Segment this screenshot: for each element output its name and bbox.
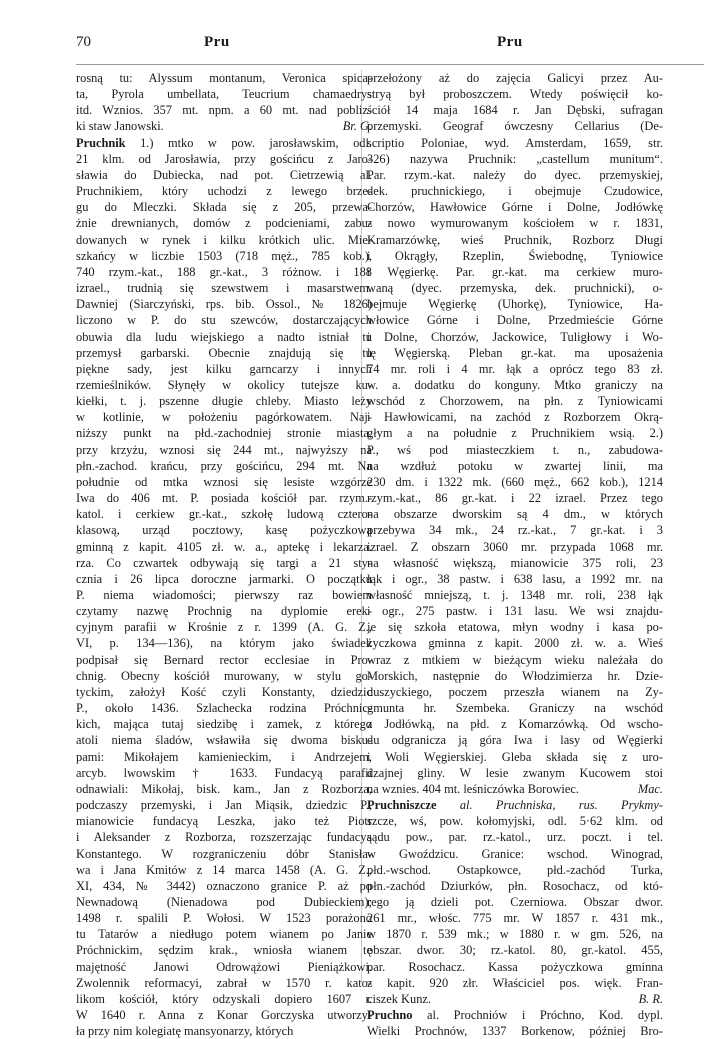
text-line: w Gwoździcu. Granice: wschod. Winograd, <box>367 846 663 861</box>
headword-pruchno: Pruchno <box>367 1008 413 1023</box>
text-line: przełożony aż do zajęcia Galicyi przez Au- <box>367 71 663 85</box>
text-line: przemysł garbarski. Obecnie znajdują się tu <box>76 345 372 360</box>
text-line: stryą był proboszczem. Wtedy poświęcił ko- <box>367 87 663 102</box>
text-line: wa i Jana Kmitów z 14 marca 1458 (A. G. Z., <box>76 862 372 877</box>
headword-pruchniszcze: Pruchniszcze <box>367 798 437 813</box>
author-signature: B. R. <box>638 991 663 1006</box>
text-line: niższy punkt na płd.-zachodniej stronie miasta, <box>76 426 372 441</box>
text-line: łąk i ogr., 38 pastw. i 638 lasu, a 1992 mr. na <box>367 571 663 586</box>
entry-first-line <box>76 135 372 151</box>
entry-first-line <box>367 1007 663 1023</box>
text-line: szcze, wś, pow. kołomyjski, odl. 5·62 klm. od <box>367 814 663 829</box>
text-line: przy krzyżu, wznosi się 244 mt., najwyższy na <box>76 442 372 457</box>
text-line: Próchnickim, sędzim krak., wniosła wianem tę <box>76 943 372 958</box>
text-line: i Dolne, Chorzów, Jackowice, Tuligłowy i Wo- <box>367 329 663 344</box>
text-line: cznia i 26 lipca doroczne jarmarki. O początku <box>76 571 372 586</box>
headword-pruchnik: Pruchnik <box>76 135 126 150</box>
text-fragment: ciszek Kunz. <box>367 991 431 1006</box>
page-number: 70 <box>76 34 91 50</box>
text-fragment: al. Prochniów i Próchno, Kod. dypl. <box>427 1008 663 1023</box>
text-line: i Aleksander z Rozborza, rozszerzając fundacyą <box>76 830 372 845</box>
text-line: du odgranicza ją góra Iwa i lasy od Węgierki <box>367 733 663 748</box>
text-line: dowanych w rynek i kilku krótkich ulic. Mie- <box>76 232 372 247</box>
text-line: czytamy nazwę Prochnig na dyplomie erek- <box>76 604 372 619</box>
text-line: katol. i cerkiew gr.-kat., szkołę ludową cztero- <box>76 507 372 522</box>
text-line: lę Węgierską. Pleban gr.-kat. ma uposażenia <box>367 345 663 360</box>
text-line: duszyckiego, poczem przeszła wianem na Zy- <box>367 684 663 699</box>
text-line: piękne sady, jest kilku garncarzy i innych <box>76 361 372 376</box>
text-line: Kramarzówkę, wieś Pruchnik, Rozborz Długi <box>367 232 663 247</box>
text-line: włowice Górne i Dolne, Przedmieście Górne <box>367 313 663 328</box>
text-line: izrael., trudnią się szewstwem i masarstwem. <box>76 281 372 296</box>
header-rule <box>76 64 704 65</box>
text-line: w. a. dodatku do konguny. Mtko graniczy na <box>367 377 663 392</box>
text-line: izrael. Z obszarn 3060 mr. przypada 1068 mr. <box>367 539 663 554</box>
text-line: z kapit. 920 złr. Właściciel pos. więk. Fran- <box>367 975 663 990</box>
text-line: chnig. Obecny kościół murowany, w stylu go- <box>76 668 372 683</box>
text-line: ściół 14 maja 1684 r. Jan Dębski, sufragan <box>367 103 663 118</box>
text-fragment: al. Pruchniska, rus. Prykmy- <box>459 798 663 813</box>
text-line: P., wś pod miasteczkiem t. n., zabudowa- <box>367 442 663 457</box>
text-line: płd.-wschod. Ostapkowce, płd.-zachód Turka, <box>367 862 663 877</box>
text-line: przemyski. Geograf ówczesny Cellarius (De- <box>367 119 663 134</box>
text-line <box>367 991 663 1007</box>
text-line: mianowicie fundacyą Leszka, jako też Piotr <box>76 814 372 829</box>
text-line: własność mniejszą, t. j. 1348 mr. roli, 238 łąk <box>367 588 663 602</box>
text-line: 74 mr. roli i 4 mr. łąk a oprócz tego 83 zł. <box>367 361 663 376</box>
text-line: Chorzów, Hawłowice Górne i Dolne, Jodłówkę <box>367 200 663 215</box>
text-line: płn.-zachód Dziurków, płn. Rosochacz, od któ- <box>367 878 663 893</box>
text-line: sądu pow., par. rz.-katol., urz. poczt. i tel. <box>367 830 663 845</box>
text-line: podczaszy przemyski, i Jan Miąsik, dziedzic P., <box>76 798 372 813</box>
text-line: w kotlinie, w położeniu pagórkowatem. Naj- <box>76 410 372 425</box>
running-head-left: Pru <box>204 34 230 50</box>
text-line: życzkowa gminna z kapit. 2000 zł. w. a. Wieś <box>367 636 663 651</box>
text-line: majętność Janowi Odrowążowi Pieniążkowi. <box>76 959 372 974</box>
text-line: Dawniej (Siarczyński, rps. bib. Ossol., № 1826) <box>76 297 372 312</box>
text-line: P., około 1436. Szlachecka rodzina Próchnic- <box>76 701 372 716</box>
text-line <box>367 781 663 797</box>
author-signature: Br. G. <box>342 119 372 134</box>
text-line <box>76 118 372 134</box>
text-line: wraz z mtkiem w bieżącym wieku należała do <box>367 652 663 667</box>
text-line: je się szkoła etatowa, młyn wodny i kasa po- <box>367 620 663 635</box>
text-line: na obszarze dworskim są 4 dm., w których <box>367 507 663 522</box>
text-line: podpisał się Bernard rector ecclesiae in Pro- <box>76 652 372 667</box>
text-line: przebywa 34 mk., 24 rz.-kat., 7 gr.-kat. i 3 <box>367 523 663 538</box>
text-line: itd. Wznios. 357 mt. npm. a 60 mt. nad pobliz- <box>76 103 372 118</box>
text-line: ta, Pyrola umbellata, Teucrium chamaedrys <box>76 87 372 102</box>
text-line: tu Tatarów a niedługo potem wianem po Janie <box>76 927 372 942</box>
text-fragment: ki staw Janowski. <box>76 119 164 134</box>
text-line: VI, p. 134—136), na którym jako świadek <box>76 636 372 651</box>
text-line: Newnadową (Nienadowa pod Dubieckiem); <box>76 894 372 909</box>
text-line: pami: Mikołajem kamienieckim, i Andrzejem, <box>76 749 372 764</box>
text-line: Zwolennik reformacyi, zabrał w 1570 r. kato- <box>76 975 372 990</box>
text-line: 740 rzym.-kat., 188 gr.-kat., 3 różnow. i 188 <box>76 264 372 279</box>
text-line: na wzdłuż potoku w zwartej linii, ma <box>367 458 663 473</box>
text-line: 326) nazywa Pruchnik: „castellum munitum“. <box>367 151 663 166</box>
text-line: południe od mtka wznosi się lesiste wzgórze <box>76 474 372 489</box>
text-line: 21 klm. od Jarosławia, przy gościńcu z Jaro- <box>76 151 372 166</box>
text-line: i Okrągły, Rzeplin, Świebodnę, Tyniowice <box>367 248 663 263</box>
author-signature: Mac. <box>637 781 663 796</box>
text-line: kiełki, t. j. pszenne długie chleby. Miasto leży <box>76 394 372 409</box>
text-line: płn.-zachod. krańcu, przy gościńcu, 294 mt. Na <box>76 458 372 473</box>
text-line: i ogr., 275 pastw. i 131 lasu. We wsi znajdu- <box>367 604 663 619</box>
text-line: odnawiali: Mikołaj, bisk. kam., Jan z Rozborza, <box>76 781 372 796</box>
text-line: P. niema wiadomości; pierwszy raz bowiem <box>76 588 372 602</box>
text-line: arcyb. lwowskim † 1633. Fundacyą parafii <box>76 765 372 780</box>
page-header <box>0 28 720 58</box>
text-line: i Hawłowicami, na zachód z Rozborzem Okrą- <box>367 410 663 425</box>
text-line: cyjnym parafii w Krośnie z r. 1399 (A. G. Z., <box>76 620 372 635</box>
text-line: dzajnej gliny. W lesie zwanym Kucowem stoi <box>367 765 663 780</box>
text-line: bejmuje Węgierkę (Uhorkę), Tyniowice, Ha- <box>367 297 663 312</box>
text-line: waną (dyec. przemyska, dek. pruchnicki), o- <box>367 281 663 296</box>
text-line: Wielki Prochnów, 1337 Borkenow, później Bro- <box>367 1024 663 1039</box>
text-line: obszar. dwor. 30; rz.-katol. 80, gr.-katol. 455, <box>367 943 663 958</box>
text-line: tyckim, założył Kość czyli Konstanty, dziedzic <box>76 684 372 699</box>
text-line: obuwia dla ludu wiejskiego a nadto istniał tu <box>76 329 372 344</box>
text-line: W 1640 r. Anna z Konar Gorczyska utworzy- <box>76 1008 372 1023</box>
text-line: rego ją dzieli pot. Czerniowa. Obszar dwor. <box>367 894 663 909</box>
text-fragment: 1.) mtko w pow. jarosławskim, odl. <box>140 135 372 150</box>
text-line: rza. Co czwartek odbywają się targi a 21 sty- <box>76 555 372 570</box>
text-line: Par. rzym.-kat. należy do dyec. przemyskiej, <box>367 167 663 182</box>
text-line: gu do Mleczki. Składa się z 205, przewa- <box>76 200 372 215</box>
text-line: likom kościół, który odzyskali dopiero 1607 r. <box>76 991 372 1006</box>
text-line: klasową, urząd pocztowy, kasę pożyczkową <box>76 523 372 538</box>
text-line: głym a na południe z Pruchnikiem wsią. 2.) <box>367 426 663 441</box>
text-line: Morskich, następnie do Włodzimierza hr. Dzie- <box>367 668 663 683</box>
right-column <box>367 70 663 1039</box>
text-line: rzemieślników. Słynęły w okolicy tutejsze ku- <box>76 377 372 392</box>
text-line: i Węgierkę. Par. gr.-kat. ma cerkiew muro- <box>367 264 663 279</box>
text-line: XI, 434, № 3442) oznaczono granice P. aż po <box>76 878 372 893</box>
text-line: scriptio Poloniae, wyd. Amsterdam, 1659, str. <box>367 135 663 150</box>
text-line: 1498 r. spalili P. Wołosi. W 1523 porażono <box>76 911 372 926</box>
text-line: rzym.-kat., 86 gr.-kat. i 22 izrael. Przez tego <box>367 491 663 506</box>
text-line: atoli niema śladów, wsławiła się dwoma bisku- <box>76 733 372 748</box>
text-line: Iwa do 406 mt. P. posiada kościół par. rzym.- <box>76 491 372 506</box>
text-line: kich, mająca tutaj siedzibę i zamek, z którego <box>76 717 372 732</box>
text-line: sławia do Dubiecka, nad pot. Cietrzewią al. <box>76 167 372 182</box>
text-line: 230 dm. i 1322 mk. (660 męż., 662 kob.), 1214 <box>367 474 663 489</box>
text-line: wschód z Chorzowem, na płn. z Tyniowicami <box>367 394 663 409</box>
entry-first-line <box>367 797 663 813</box>
text-line: par. Rosochacz. Kassa pożyczkowa gminna <box>367 959 663 974</box>
text-line: na własność większą, mianowicie 375 roli, 23 <box>367 555 663 570</box>
text-line: w 1870 r. 539 mk.; w 1880 r. w gm. 526, na <box>367 927 663 942</box>
running-head-right: Pru <box>497 34 523 50</box>
text-line: z nowo wymurowanym kościołem w r. 1831, <box>367 216 663 231</box>
text-line: żnie drewnianych, domów z podcieniami, zabu- <box>76 216 372 231</box>
text-fragment: na wznies. 404 mt. leśniczówka Borowiec. <box>367 781 579 796</box>
text-line: liczono w P. do stu szewców, dostarczających <box>76 313 372 328</box>
text-line: gmunta hr. Szembeka. Graniczy na wschód <box>367 701 663 716</box>
text-line: ła przy nim kolegiatę mansyonarzy, których <box>76 1024 294 1039</box>
text-line: szkańcy w liczbie 1503 (718 męż., 785 kob.), <box>76 248 372 263</box>
text-line: 261 mr., włośc. 775 mr. W 1857 r. 431 mk., <box>367 911 663 926</box>
text-line: Konstantego. W rozgraniczeniu dóbr Stanisła- <box>76 846 372 861</box>
text-line: z Jodłówką, na płd. z Komarzówką. Od wscho- <box>367 717 663 732</box>
left-column <box>76 70 372 1039</box>
text-line: gminną z kapit. 4105 zł. w. a., aptekę i lekarza. <box>76 539 372 554</box>
text-line: dek. pruchnickiego, i obejmuje Czudowice, <box>367 184 663 199</box>
text-line: i Woli Węgierskiej. Gleba składa się z uro- <box>367 749 663 764</box>
text-line: rosną tu: Alyssum montanum, Veronica spica- <box>76 71 372 85</box>
text-line: Pruchnikiem, który uchodzi z lewego brze- <box>76 184 372 199</box>
